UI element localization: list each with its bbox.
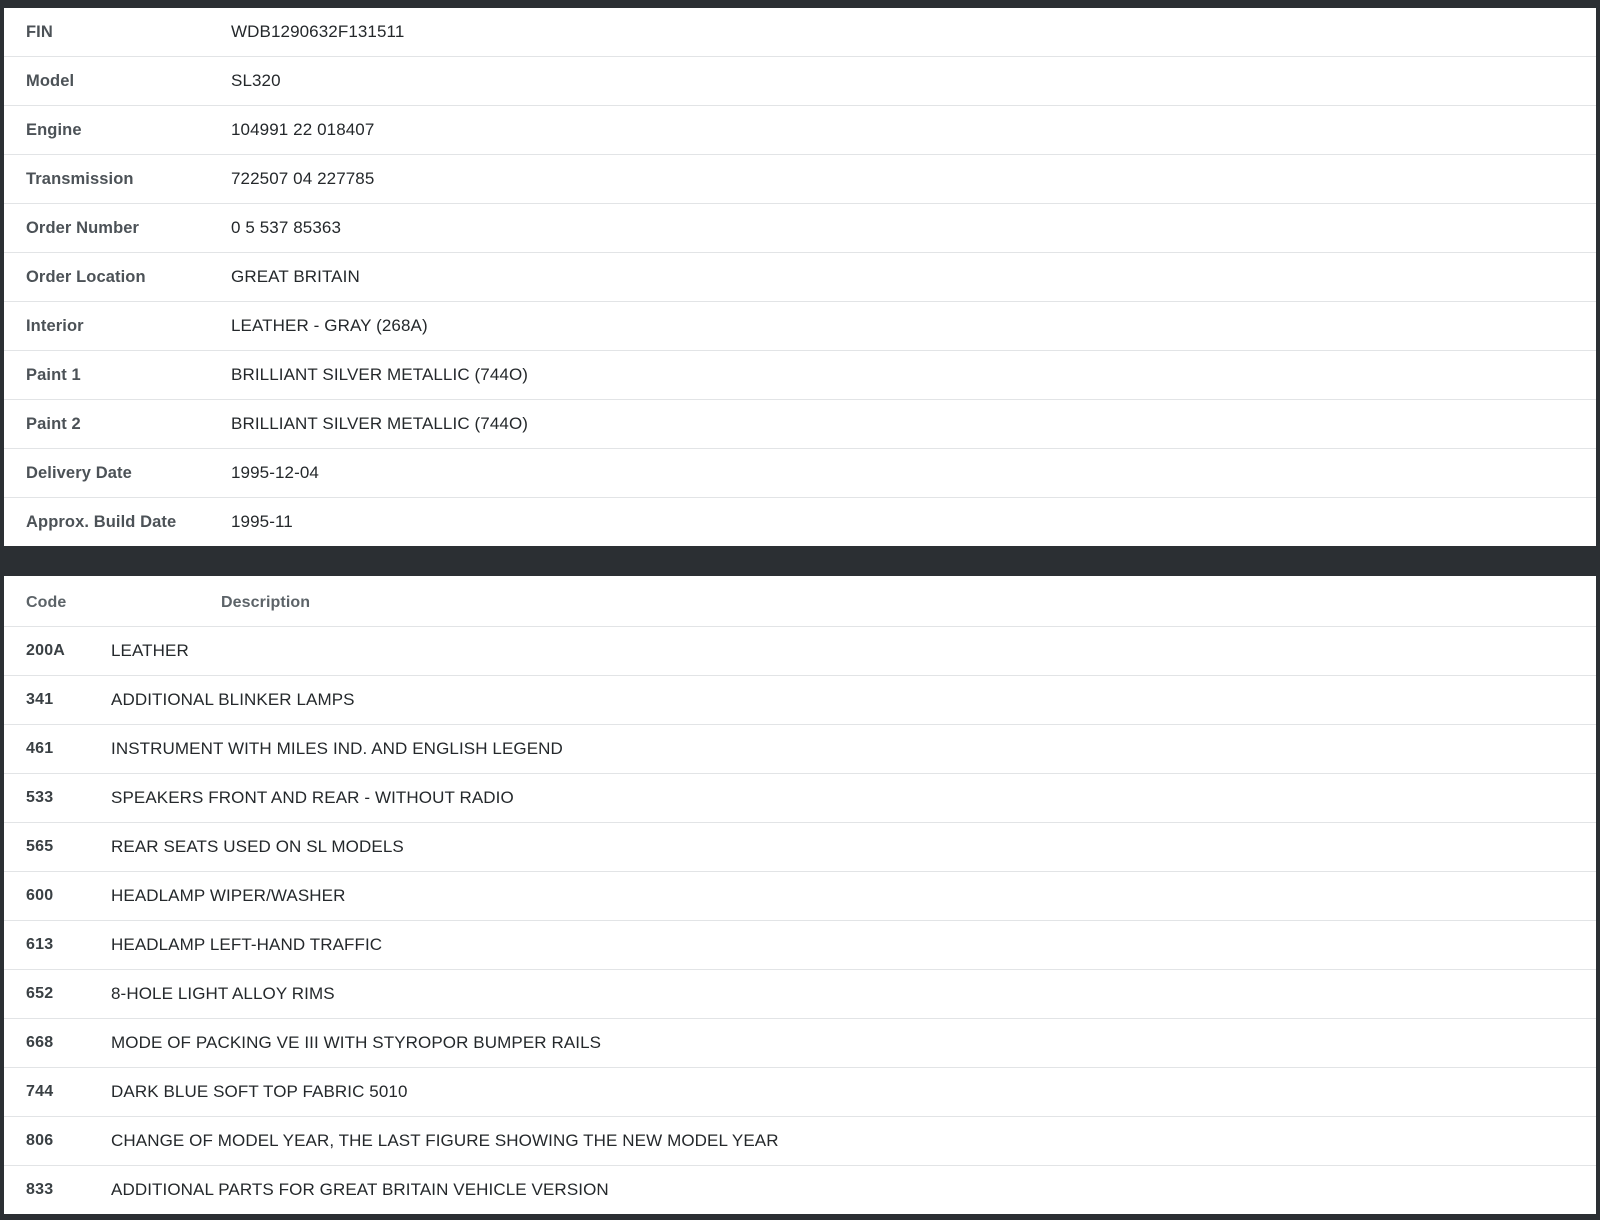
spec-label-approx-build-date: Approx. Build Date [26,512,177,531]
option-description: ADDITIONAL PARTS FOR GREAT BRITAIN VEHICLE VERSION [111,1180,609,1199]
vehicle-spec-table [4,8,1596,546]
table-row [4,8,1596,57]
option-code: 200A [26,642,66,659]
option-code: 744 [26,1083,54,1100]
option-codes-panel [0,576,1600,1214]
table-row [4,970,1596,1019]
spec-value-order-location: GREAT BRITAIN [231,267,360,286]
option-code: 833 [26,1181,54,1198]
table-row [4,872,1596,921]
option-code: 533 [26,789,54,806]
option-code: 613 [26,936,54,953]
option-description: CHANGE OF MODEL YEAR, THE LAST FIGURE SHOWING THE NEW MODEL YEAR [111,1131,779,1150]
table-header-row [4,576,1596,627]
table-row [4,1068,1596,1117]
option-codes-table [4,576,1596,1214]
table-row [4,400,1596,449]
table-row [4,155,1596,204]
spec-label-transmission: Transmission [26,169,134,188]
option-description: HEADLAMP WIPER/WASHER [111,886,346,905]
table-row [4,725,1596,774]
option-code: 652 [26,985,54,1002]
option-description: 8-HOLE LIGHT ALLOY RIMS [111,984,335,1003]
vehicle-spec-body [4,8,1596,546]
spec-label-order-location: Order Location [26,267,146,286]
option-description: DARK BLUE SOFT TOP FABRIC 5010 [111,1082,408,1101]
table-row [4,498,1596,547]
table-row [4,1019,1596,1068]
table-row [4,253,1596,302]
spec-value-interior: LEATHER - GRAY (268A) [231,316,428,335]
option-code: 600 [26,887,54,904]
spec-value-approx-build-date: 1995-11 [231,512,293,531]
option-code: 461 [26,740,54,757]
table-row [4,774,1596,823]
spec-label-paint-2: Paint 2 [26,414,81,433]
option-code: 806 [26,1132,54,1149]
table-row [4,302,1596,351]
spec-label-paint-1: Paint 1 [26,365,81,384]
vehicle-spec-panel [0,8,1600,546]
option-description: SPEAKERS FRONT AND REAR - WITHOUT RADIO [111,788,514,807]
option-description: MODE OF PACKING VE III WITH STYROPOR BUMPER RAILS [111,1033,602,1052]
option-codes-body [4,627,1596,1215]
table-row [4,676,1596,725]
spec-label-fin: FIN [26,22,53,41]
spec-label-order-number: Order Number [26,218,140,237]
option-description: INSTRUMENT WITH MILES IND. AND ENGLISH LEGEND [111,739,563,758]
option-codes-header [4,576,1596,627]
top-border-strip [0,0,1600,8]
spec-value-delivery-date: 1995-12-04 [231,463,319,482]
spec-value-fin: WDB1290632F131511 [231,22,405,41]
spec-value-engine: 104991 22 018407 [231,120,375,139]
option-description: ADDITIONAL BLINKER LAMPS [111,690,355,709]
option-code: 565 [26,838,54,855]
option-code: 341 [26,691,54,708]
spec-value-paint-2: BRILLIANT SILVER METALLIC (744O) [231,414,529,433]
spec-value-paint-1: BRILLIANT SILVER METALLIC (744O) [231,365,529,384]
section-separator [0,546,1600,576]
table-row [4,57,1596,106]
table-row [4,204,1596,253]
table-row [4,823,1596,872]
spec-label-engine: Engine [26,120,82,139]
spec-label-delivery-date: Delivery Date [26,463,132,482]
bottom-border-strip [0,1214,1600,1220]
column-header-code: Code [26,594,67,611]
table-row [4,106,1596,155]
table-row [4,1166,1596,1215]
option-description: REAR SEATS USED ON SL MODELS [111,837,404,856]
column-header-description: Description [221,594,311,611]
table-row [4,351,1596,400]
table-row [4,1117,1596,1166]
table-row [4,449,1596,498]
option-code: 668 [26,1034,54,1051]
option-description: LEATHER [111,641,189,660]
spec-value-order-number: 0 5 537 85363 [231,218,342,237]
spec-label-interior: Interior [26,316,84,335]
table-row [4,627,1596,676]
spec-value-model: SL320 [231,71,281,90]
table-row [4,921,1596,970]
spec-value-transmission: 722507 04 227785 [231,169,375,188]
spec-label-model: Model [26,71,75,90]
option-description: HEADLAMP LEFT-HAND TRAFFIC [111,935,383,954]
